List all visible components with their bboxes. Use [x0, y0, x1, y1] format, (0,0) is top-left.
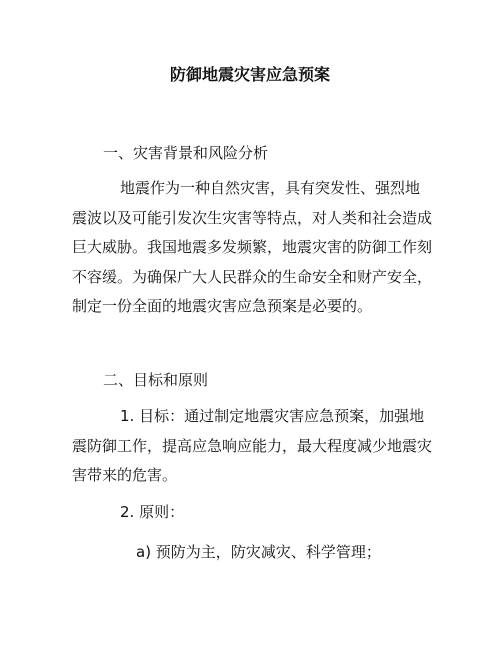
section-heading-goals: 二、目标和原则 — [103, 371, 209, 389]
paragraph-line: 震波以及可能引发次生灾害等特点，对人类和社会造成 — [72, 208, 433, 227]
paragraph-line: 震防御工作，提高应急响应能力，最大程度减少地震灾 — [72, 436, 433, 455]
principle-label — [72, 498, 442, 528]
paragraph-line: 巨大威胁。我国地震多发频繁，地震灾害的防御工作刻 — [72, 238, 433, 256]
section-heading-background: 一、灾害背景和风险分析 — [103, 144, 269, 162]
paragraph-line: 地震作为一种自然灾害，具有突发性、强烈地 — [120, 179, 421, 197]
paragraph-line: 1. 目标：通过制定地震灾害应急预案，加强地 — [120, 407, 425, 425]
list-item: a) 预防为主，防灾减灾、科学管理； — [136, 543, 381, 561]
paragraph-line: 2. 原则： — [120, 503, 185, 521]
section-paragraph-background — [72, 174, 442, 322]
principle-item-a — [72, 538, 442, 568]
paragraph-line: 害带来的危害。 — [72, 466, 178, 484]
document-title: 防御地震灾害应急预案 — [169, 65, 330, 84]
paragraph-line: 不容缓。为确保广大人民群众的生命安全和财产安全， — [72, 267, 433, 286]
paragraph-line: 制定一份全面的地震灾害应急预案是必要的。 — [72, 297, 373, 315]
goal-paragraph — [72, 402, 442, 491]
